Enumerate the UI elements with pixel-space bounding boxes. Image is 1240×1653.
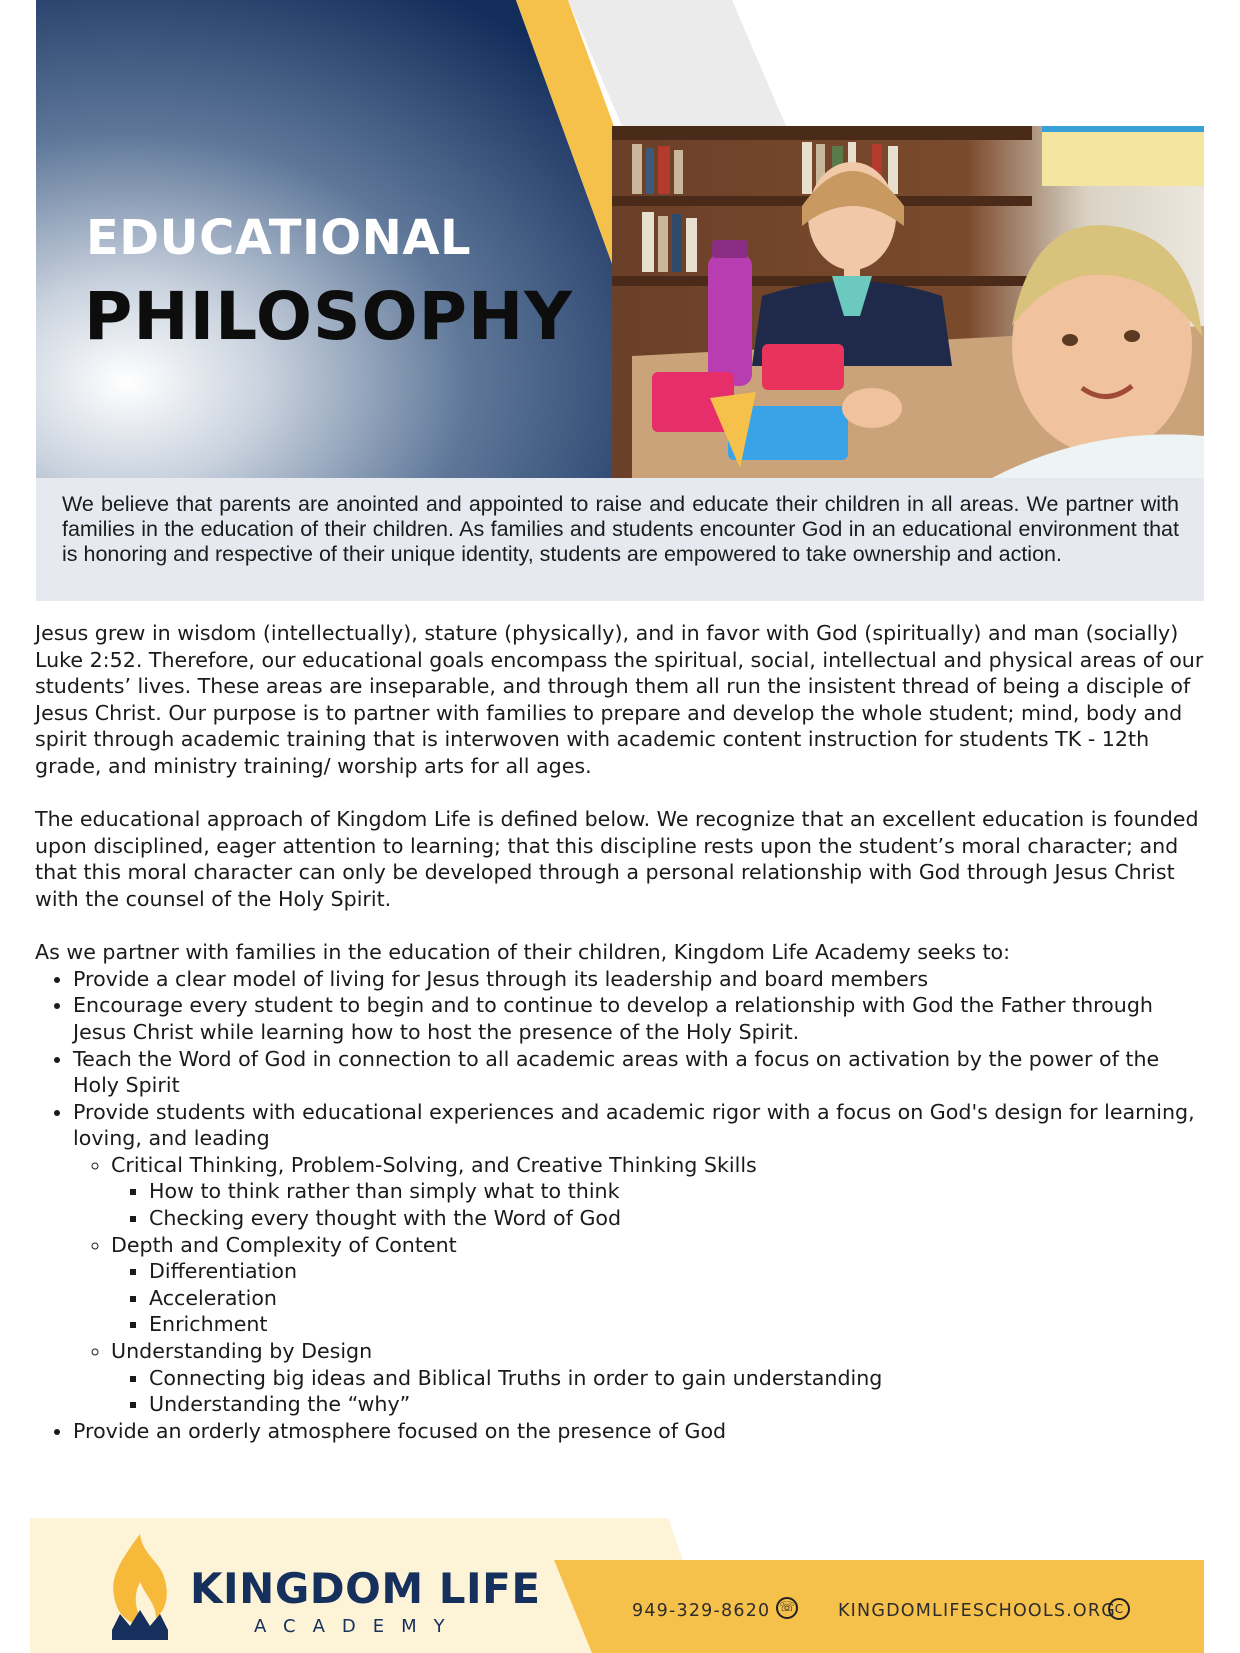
paragraph-educational-approach: The educational approach of Kingdom Life is defined below. We recognize that an excellent education is founded upon disciplined, eager attention to learning; that this discipline rests upon the student’s moral character; and that this moral character can only be developed through a personal relationship with God through Jesus Christ with the counsel of the Holy Spirit. [35, 807, 1199, 911]
list-item-text: Provide students with educational experiences and academic rigor with a focus on God's design for learning, loving, and leading [73, 1099, 1195, 1151]
sub-list-item-text: Understanding by Design [111, 1339, 373, 1364]
detail-item: ▪ Connecting big ideas and Biblical Truths in order to gain understanding [149, 1365, 1207, 1392]
logo-name: KINGDOM LIFE [190, 1564, 541, 1613]
sub-goals-list [73, 1152, 1207, 1418]
detail-list [111, 1258, 1207, 1338]
detail-item: ▪ Differentiation [149, 1258, 1207, 1285]
sub-list-item-text: Depth and Complexity of Content [111, 1232, 457, 1257]
detail-item: ▪ Understanding the “why” [149, 1391, 1207, 1418]
detail-item: ▪ Enrichment [149, 1311, 1207, 1338]
footer [0, 1518, 1240, 1653]
title-line-educational: EDUCATIONAL [86, 210, 472, 266]
goals-intro: As we partner with families in the education of their children, Kingdom Life Academy seeks to: [35, 940, 1011, 965]
list-item: • Provide an orderly atmosphere focused on the presence of God [73, 1418, 1207, 1445]
detail-list [111, 1178, 1207, 1231]
list-item [73, 1099, 1207, 1418]
philosophy-body [35, 620, 1207, 1444]
web-icon: C [1108, 1598, 1130, 1620]
paragraph-wisdom-stature: Jesus grew in wisdom (intellectually), stature (physically), and in favor with God (spiritually) and man (socially) Luke 2:52. Therefore, our educational goals encompass the spiritual, social, intellectual and physical areas of our students’ lives. These areas are inseparable, and through them all run the insistent thread of being a disciple of Jesus Christ. Our purpose is to partner with families to prepare and develop the whole student; mind, body and spirit through academic training that is interwoven with academic content instruction for students TK - 12th grade, and ministry training/ worship arts for all ages. [35, 621, 1204, 778]
list-item: • Encourage every student to begin and to continue to develop a relationship with God the Father through Jesus Christ while learning how to host the presence of the Holy Spirit. [73, 992, 1207, 1045]
detail-item: ▪ Acceleration [149, 1285, 1207, 1312]
list-item: • Teach the Word of God in connection to all academic areas with a focus on activation by the power of the Holy Spirit [73, 1046, 1207, 1099]
phone-icon: ☏ [776, 1597, 798, 1619]
intro-statement-box [36, 478, 1204, 601]
footer-background [0, 1518, 1240, 1653]
title-line-philosophy: PHILOSOPHY [84, 278, 574, 355]
gold-accent-triangle [700, 392, 760, 472]
detail-list [111, 1365, 1207, 1418]
sub-list-item-text: Critical Thinking, Problem-Solving, and Creative Thinking Skills [111, 1152, 757, 1177]
goals-list [35, 966, 1207, 1445]
website-link[interactable]: KINGDOMLIFESCHOOLS.ORG [838, 1601, 1117, 1621]
hero-header [0, 0, 1240, 478]
intro-statement: We believe that parents are anointed and appointed to raise and educate their children in all areas. We partner with families in the education of their children. As families and students encounter God in an educational environment that is honoring and respective of their unique identity, students are empowered to take ownership and action. [62, 492, 1179, 566]
detail-item: ▪ How to think rather than simply what to think [149, 1178, 1207, 1205]
detail-item: ▪ Checking every thought with the Word of God [149, 1205, 1207, 1232]
sub-list-item [111, 1232, 1207, 1338]
logo-subtitle: ACADEMY [254, 1616, 462, 1637]
sub-list-item [111, 1152, 1207, 1232]
phone-number[interactable]: 949-329-8620 [632, 1601, 771, 1621]
list-item: • Provide a clear model of living for Jesus through its leadership and board members [73, 966, 1207, 993]
sub-list-item [111, 1338, 1207, 1418]
